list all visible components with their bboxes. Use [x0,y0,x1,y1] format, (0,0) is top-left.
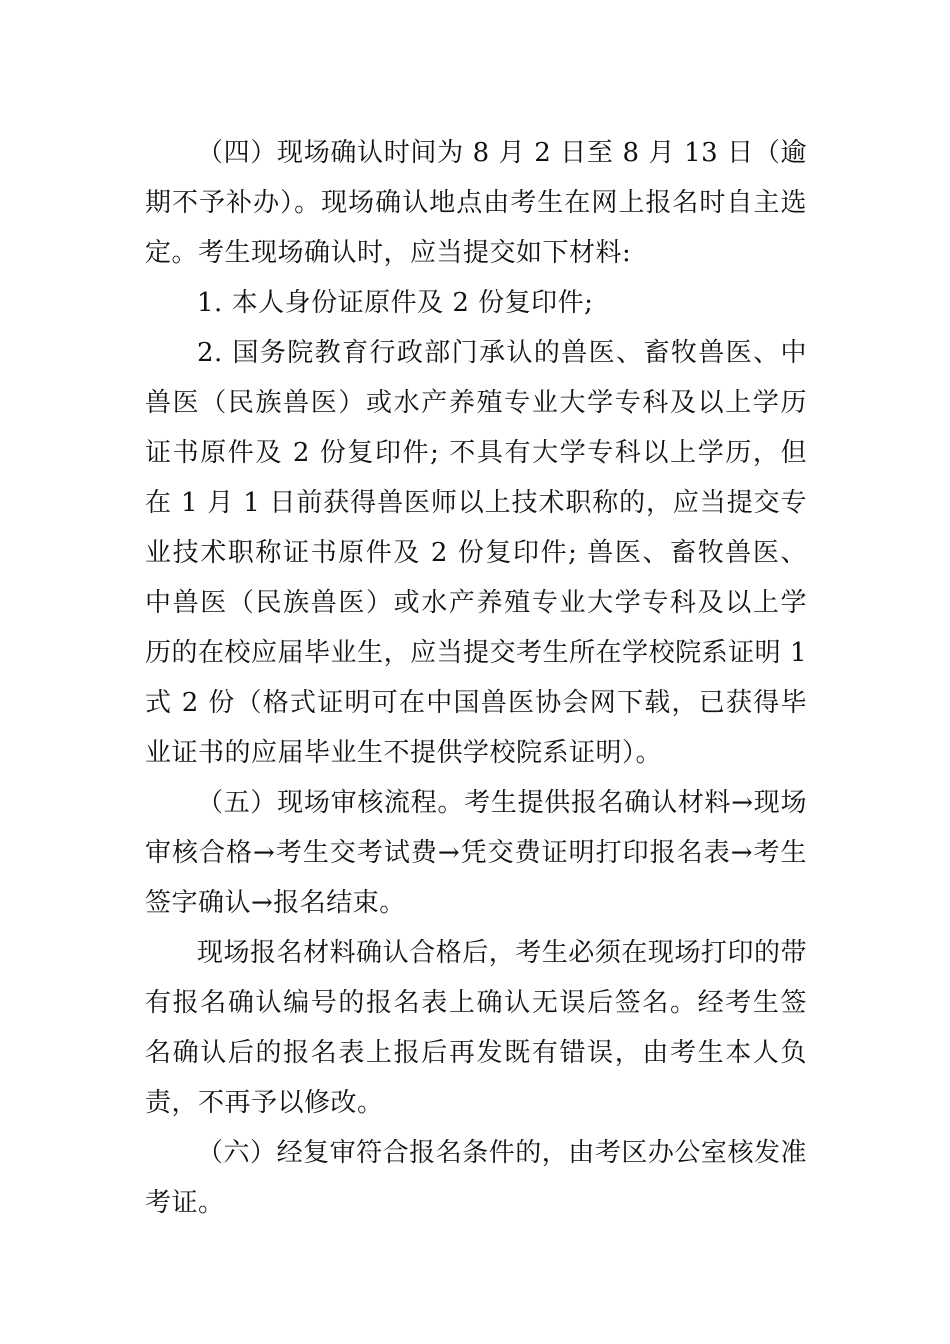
paragraph-item-education-certificate: 2. 国务院教育行政部门承认的兽医、畜牧兽医、中兽医（民族兽医）或水产养殖专业大学专科及以上学历证书原件及 2 份复印件; 不具有大学专科以上学历，但在 1 月 1 日前获得兽医师以上技术职称的，应当提交专业技术职称证书原件及 2 份复印件; 兽医、畜牧兽医、中兽医（民族兽医）或水产养殖专业大学专科及以上学历的在校应届毕业生，应当提交考生所在学校院系证明 1 式 2 份（格式证明可在中国兽医协会网下载，已获得毕业证书的应届毕业生不提供学校院系证明）。 [145,338,807,768]
paragraph-signature-confirmation: 现场报名材料确认合格后，考生必须在现场打印的带有报名确认编号的报名表上确认无误后签名。经考生签名确认后的报名表上报后再发既有错误，由考生本人负责，不再予以修改。 [145,938,807,1118]
paragraph-on-site-confirmation-time: （四）现场确认时间为 8 月 2 日至 8 月 13 日（逾期不予补办）。现场确认地点由考生在网上报名时自主选定。考生现场确认时，应当提交如下材料: [145,138,807,268]
paragraph-admission-ticket: （六）经复审符合报名条件的，由考区办公室核发准考证。 [145,1138,807,1218]
paragraph-review-process: （五）现场审核流程。考生提供报名确认材料→现场审核合格→考生交考试费→凭交费证明打印报名表→考生签字确认→报名结束。 [145,788,807,918]
document-body [145,128,807,1228]
paragraph-item-id-card: 1. 本人身份证原件及 2 份复印件; [197,288,594,318]
